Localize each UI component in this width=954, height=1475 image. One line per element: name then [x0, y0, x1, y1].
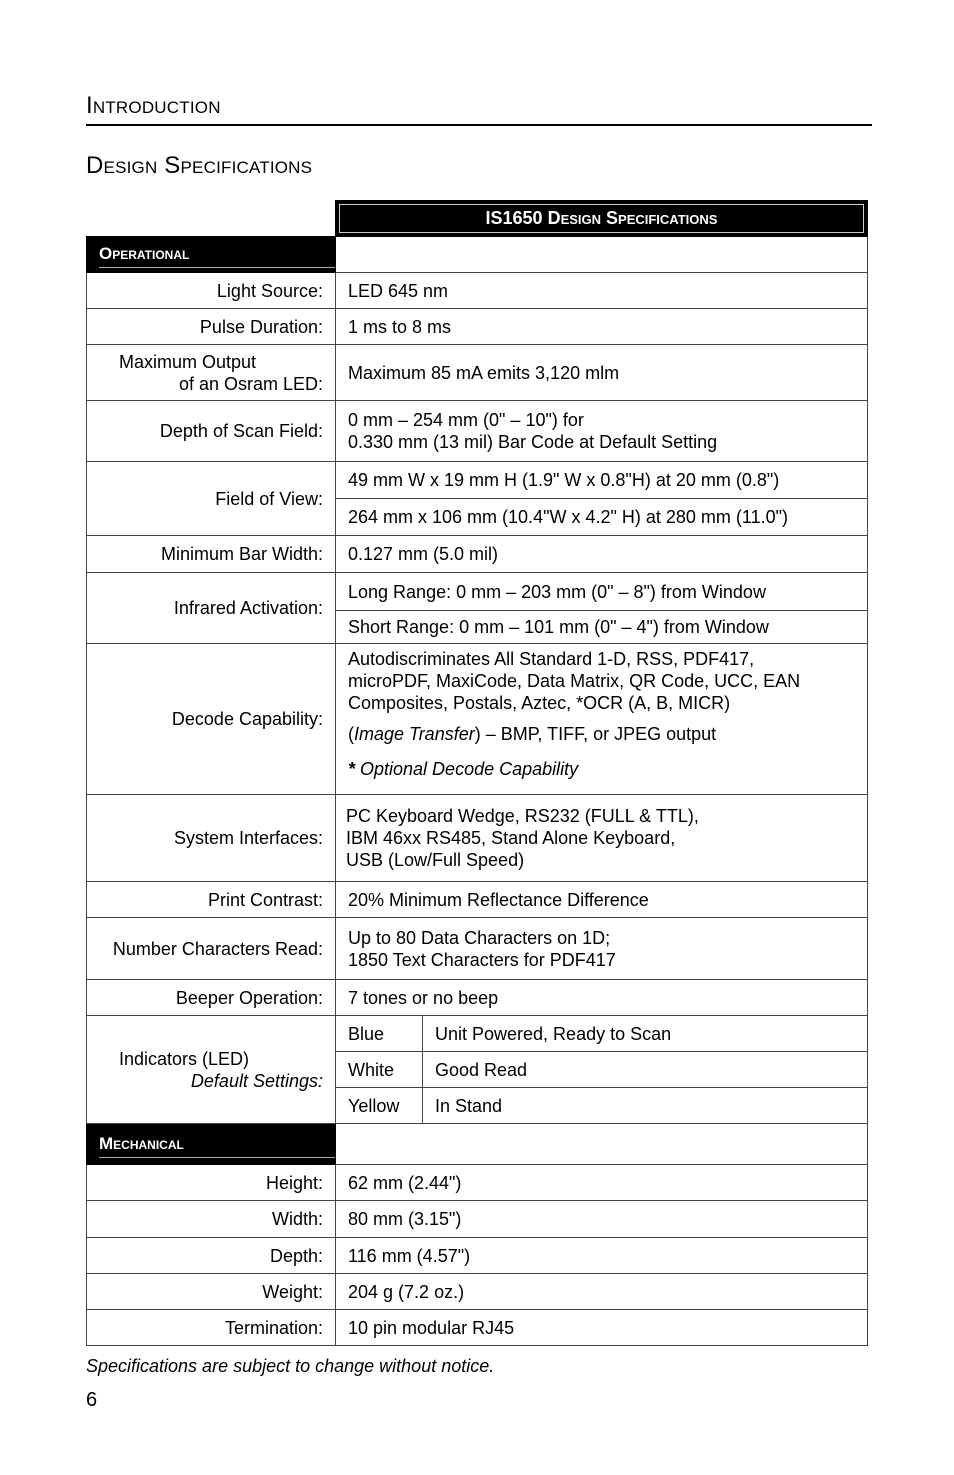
table-row — [87, 1274, 868, 1310]
row-value — [336, 795, 868, 882]
row-value: 80 mm (3.15") — [336, 1201, 868, 1238]
table-row — [87, 1310, 868, 1346]
led-row — [336, 1016, 867, 1052]
table-row — [87, 980, 868, 1016]
led-color: Yellow — [336, 1088, 423, 1124]
row-value: 20% Minimum Reflectance Difference — [336, 882, 868, 918]
row-label — [87, 1016, 336, 1124]
led-row — [336, 1052, 867, 1088]
table-row — [87, 536, 868, 573]
led-table-cell — [336, 1016, 868, 1124]
table-row — [87, 573, 868, 644]
row-label: Height: — [87, 1165, 336, 1201]
row-value — [336, 918, 868, 980]
row-value-line: Composites, Postals, Aztec, *OCR (A, B, MICR) — [348, 693, 731, 713]
row-value — [336, 573, 868, 644]
row-label-line: Maximum Output — [119, 351, 257, 372]
optional-text: Optional Decode Capability — [355, 759, 579, 779]
operational-label: Operational — [99, 241, 335, 268]
led-color: White — [336, 1052, 423, 1088]
row-value-line: 49 mm W x 19 mm H (1.9" W x 0.8"H) at 20 mm (0.8") — [336, 462, 867, 499]
section-title: Introduction — [86, 92, 221, 119]
row-value-line: 0 mm – 254 mm (0" – 10") for — [348, 410, 584, 430]
row-value: 1 ms to 8 ms — [336, 309, 868, 345]
table-row — [87, 1238, 868, 1274]
row-value-line: PC Keyboard Wedge, RS232 (FULL & TTL), — [346, 806, 699, 826]
row-value-line: microPDF, MaxiCode, Data Matrix, QR Code, UCC, EAN — [348, 671, 801, 691]
image-transfer-open: ( — [348, 724, 354, 744]
row-label: Pulse Duration: — [87, 309, 336, 345]
table-row — [87, 882, 868, 918]
image-transfer-formats: ) – BMP, TIFF, or JPEG output — [474, 724, 717, 744]
row-value-line: Short Range: 0 mm – 101 mm (0" – 4") from Window — [348, 616, 769, 637]
table-row — [87, 1016, 868, 1124]
row-value — [336, 401, 868, 462]
led-meaning: Good Read — [423, 1052, 868, 1088]
led-indicator-table — [336, 1016, 867, 1123]
table-row — [87, 273, 868, 309]
row-label-line: Default Settings: — [190, 1070, 323, 1091]
row-value-line: Autodiscriminates All Standard 1-D, RSS, PDF417, — [348, 649, 755, 669]
row-value-line: 0.330 mm (13 mil) Bar Code at Default Setting — [348, 432, 718, 452]
table-row — [87, 401, 868, 462]
row-label: Width: — [87, 1201, 336, 1238]
row-value — [336, 462, 868, 536]
row-label: Infrared Activation: — [87, 573, 336, 644]
table-title: IS1650 Design Specifications — [339, 204, 864, 233]
mechanical-label: Mechanical — [99, 1131, 335, 1158]
page-number: 6 — [86, 1389, 98, 1411]
row-label: Print Contrast: — [87, 882, 336, 918]
row-value: 7 tones or no beep — [336, 980, 868, 1016]
row-label: Weight: — [87, 1274, 336, 1310]
row-label: Depth: — [87, 1238, 336, 1274]
row-value: 0.127 mm (5.0 mil) — [336, 536, 868, 573]
row-value: 116 mm (4.57") — [336, 1238, 868, 1274]
row-value-line: Long Range: 0 mm – 203 mm (0" – 8") from Window — [336, 574, 867, 611]
row-value: Maximum 85 mA emits 3,120 mlm — [336, 345, 868, 401]
row-value-line: 264 mm x 106 mm (10.4"W x 4.2" H) at 280 mm (11.0") — [348, 507, 788, 527]
row-label-line: Indicators (LED) — [119, 1048, 250, 1069]
row-value-line: 1850 Text Characters for PDF417 — [348, 949, 616, 970]
row-label: Field of View: — [87, 462, 336, 536]
led-color: Blue — [336, 1016, 423, 1052]
row-value: 204 g (7.2 oz.) — [336, 1274, 868, 1310]
row-label-line: of an Osram LED: — [178, 373, 323, 394]
optional-decode-note — [348, 758, 867, 780]
row-label: System Interfaces: — [87, 795, 336, 882]
row-value-line: IBM 46xx RS485, Stand Alone Keyboard, — [346, 828, 676, 848]
led-meaning: Unit Powered, Ready to Scan — [423, 1016, 868, 1052]
row-label: Number Characters Read: — [87, 918, 336, 980]
operational-section-header — [87, 237, 336, 273]
optional-star: * — [348, 759, 356, 779]
row-label: Light Source: — [87, 273, 336, 309]
footnote: Specifications are subject to change without notice. — [86, 1356, 495, 1376]
mechanical-section-header — [87, 1124, 336, 1165]
table-row — [87, 462, 868, 536]
row-value-line: USB (Low/Full Speed) — [346, 850, 525, 870]
section-spacer — [336, 237, 868, 273]
specifications-table — [86, 200, 868, 1346]
running-header — [86, 92, 872, 126]
table-title-cell — [336, 201, 868, 237]
table-row — [87, 1165, 868, 1201]
row-label: Depth of Scan Field: — [87, 401, 336, 462]
corner-cell — [87, 201, 336, 237]
page-title: Design Specifications — [86, 152, 313, 179]
row-value-line: Up to 80 Data Characters on 1D; — [348, 927, 611, 948]
row-label: Termination: — [87, 1310, 336, 1346]
section-spacer — [336, 1124, 868, 1165]
table-row — [87, 644, 868, 795]
row-label: Beeper Operation: — [87, 980, 336, 1016]
row-value: 10 pin modular RJ45 — [336, 1310, 868, 1346]
row-value: LED 645 nm — [336, 273, 868, 309]
table-row — [87, 1201, 868, 1238]
row-label: Minimum Bar Width: — [87, 536, 336, 573]
table-row — [87, 918, 868, 980]
table-row — [87, 795, 868, 882]
row-value: 62 mm (2.44") — [336, 1165, 868, 1201]
image-transfer-line — [348, 723, 867, 745]
table-row — [87, 345, 868, 401]
row-value — [336, 644, 868, 795]
led-meaning: In Stand — [435, 1095, 503, 1116]
row-label: Decode Capability: — [87, 644, 336, 795]
row-label — [87, 345, 336, 401]
image-transfer-label: Image Transfer — [354, 724, 475, 744]
table-row — [87, 309, 868, 345]
led-row — [336, 1088, 867, 1124]
